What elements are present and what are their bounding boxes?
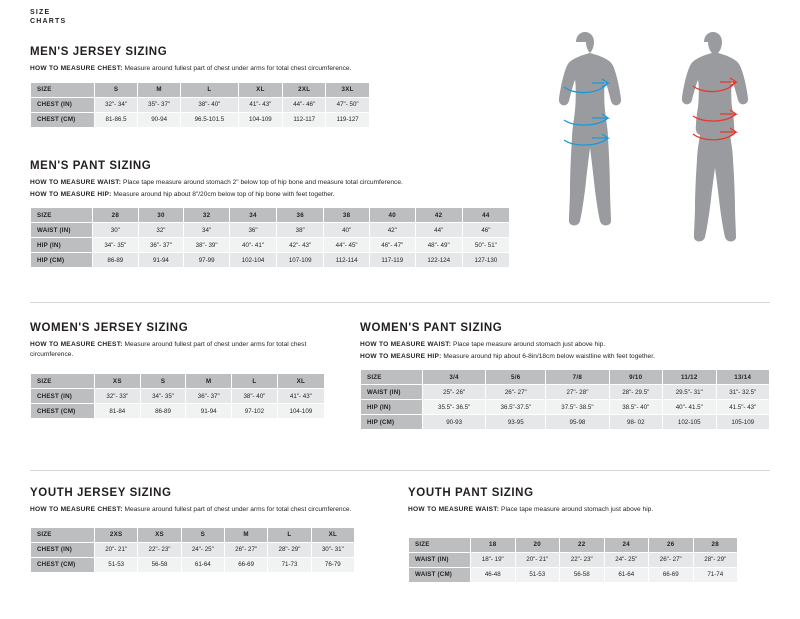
table-header-row — [31, 527, 355, 542]
col-header: 32 — [184, 208, 230, 223]
col-header: SIZE — [31, 208, 93, 223]
row-header: CHEST (CM) — [31, 404, 95, 419]
col-header: XL — [277, 374, 324, 389]
section-womens-pant — [360, 322, 780, 430]
cell: 35"- 37" — [138, 97, 181, 112]
section-title: YOUTH PANT SIZING — [408, 487, 534, 499]
cell: 34"- 35" — [140, 389, 186, 404]
row-header: WAIST (IN) — [361, 385, 423, 400]
howto-chest — [30, 340, 330, 359]
cell: 38"- 40" — [181, 97, 238, 112]
cell: 18"- 19" — [471, 552, 516, 567]
table-row — [31, 389, 325, 404]
table-row — [31, 542, 355, 557]
cell: 56-58 — [560, 567, 605, 582]
cell: 25"- 26" — [423, 385, 486, 400]
col-header: 42 — [415, 208, 462, 223]
page-title-line1: SIZE — [30, 9, 51, 16]
cell: 42"- 43" — [277, 238, 324, 253]
table-row — [31, 238, 510, 253]
cell: 122-124 — [415, 253, 462, 268]
cell: 38.5"- 40" — [609, 400, 662, 415]
female-body-diagram — [682, 32, 748, 241]
howto-label: HOW TO MEASURE WAIST: — [30, 179, 122, 186]
col-header: 38 — [324, 208, 370, 223]
cell: 119-127 — [326, 112, 370, 127]
cell: 112-114 — [324, 253, 370, 268]
cell: 29.5"- 31" — [663, 385, 716, 400]
cell: 107-109 — [277, 253, 324, 268]
cell: 104-109 — [238, 112, 283, 127]
cell: 51-53 — [515, 567, 560, 582]
howto-hip — [30, 190, 550, 200]
col-header: 7/8 — [546, 370, 609, 385]
col-header: 30 — [138, 208, 184, 223]
col-header: M — [138, 82, 181, 97]
table-row — [409, 567, 738, 582]
cell: 38"- 39" — [184, 238, 230, 253]
section-title: YOUTH JERSEY SIZING — [30, 487, 172, 499]
section-divider — [30, 470, 770, 471]
cell: 81-84 — [95, 404, 141, 419]
cell: 86-89 — [140, 404, 186, 419]
cell: 48"- 49" — [415, 238, 462, 253]
cell: 36"- 37" — [186, 389, 232, 404]
row-header: WAIST (IN) — [31, 223, 93, 238]
table-header-row — [361, 370, 770, 385]
col-header: SIZE — [31, 527, 95, 542]
section-title: WOMEN'S PANT SIZING — [360, 322, 503, 334]
row-header: HIP (IN) — [31, 238, 93, 253]
cell: 95-98 — [546, 415, 609, 430]
cell: 66-69 — [649, 567, 694, 582]
howto-waist — [360, 340, 780, 350]
table-mens-jersey — [30, 82, 370, 128]
cell: 86-89 — [93, 253, 139, 268]
cell: 32"- 34" — [95, 97, 138, 112]
col-header: 24 — [604, 537, 649, 552]
col-header: 28 — [93, 208, 139, 223]
cell: 38"- 40" — [232, 389, 278, 404]
cell: 46" — [462, 223, 509, 238]
col-header: M — [186, 374, 232, 389]
section-youth-pant — [408, 487, 778, 583]
col-header: SIZE — [361, 370, 423, 385]
table-row — [31, 112, 370, 127]
col-header: XL — [311, 527, 354, 542]
cell: 41"- 43" — [238, 97, 283, 112]
col-header: M — [224, 527, 267, 542]
cell: 90-94 — [138, 112, 181, 127]
col-header: XS — [95, 374, 141, 389]
howto-waist — [408, 505, 778, 515]
row-header: WAIST (IN) — [409, 552, 471, 567]
section-womens-jersey — [30, 322, 360, 419]
cell: 24"- 25" — [604, 552, 649, 567]
table-womens-jersey — [30, 373, 325, 419]
cell: 20"- 21" — [95, 542, 138, 557]
cell: 117-119 — [369, 253, 415, 268]
cell: 102-105 — [663, 415, 716, 430]
cell: 20"- 21" — [515, 552, 560, 567]
howto-text: Place tape measure around stomach just above hip. — [499, 506, 654, 513]
cell: 27"- 28" — [546, 385, 609, 400]
howto-waist — [30, 178, 550, 188]
cell: 102-104 — [229, 253, 276, 268]
col-header: L — [268, 527, 311, 542]
col-header: 20 — [515, 537, 560, 552]
cell: 26"- 27" — [649, 552, 694, 567]
cell: 46-48 — [471, 567, 516, 582]
col-header: SIZE — [409, 537, 471, 552]
table-youth-pant — [408, 537, 738, 583]
cell: 32"- 33" — [95, 389, 141, 404]
row-header: HIP (IN) — [361, 400, 423, 415]
cell: 76-79 — [311, 557, 354, 572]
howto-text: Measure around fullest part of chest under arms for total chest circumference. — [122, 506, 352, 513]
col-header: 44 — [462, 208, 509, 223]
male-body-diagram — [559, 32, 621, 225]
cell: 22"- 23" — [138, 542, 181, 557]
table-row — [361, 400, 770, 415]
cell: 35.5"- 36.5" — [423, 400, 486, 415]
cell: 30" — [93, 223, 139, 238]
col-header: 2XL — [283, 82, 326, 97]
row-header: CHEST (IN) — [31, 97, 95, 112]
table-header-row — [409, 537, 738, 552]
cell: 61-64 — [181, 557, 224, 572]
col-header: S — [140, 374, 186, 389]
cell: 44"- 46" — [283, 97, 326, 112]
howto-label: HOW TO MEASURE CHEST: — [30, 341, 123, 348]
col-header: S — [95, 82, 138, 97]
row-header: CHEST (IN) — [31, 389, 95, 404]
howto-hip — [360, 352, 780, 362]
col-header: 36 — [277, 208, 324, 223]
howto-label: HOW TO MEASURE HIP: — [30, 190, 112, 198]
col-header: SIZE — [31, 82, 95, 97]
measurement-diagrams — [532, 30, 782, 280]
cell: 90-93 — [423, 415, 486, 430]
col-header: 34 — [229, 208, 276, 223]
cell: 34"- 35" — [93, 238, 139, 253]
section-title: MEN'S PANT SIZING — [30, 160, 152, 172]
cell: 40"- 41" — [229, 238, 276, 253]
howto-label: HOW TO MEASURE WAIST: — [408, 506, 500, 513]
table-header-row — [31, 208, 510, 223]
cell: 47"- 50" — [326, 97, 370, 112]
howto-text: Measure around hip about 8"/20cm below top of hip bone with feet together. — [111, 190, 335, 198]
col-header: XL — [238, 82, 283, 97]
howto-label: HOW TO MEASURE CHEST: — [30, 506, 123, 513]
cell: 42" — [369, 223, 415, 238]
table-row — [31, 97, 370, 112]
cell: 112-117 — [283, 112, 326, 127]
howto-chest — [30, 64, 530, 74]
page-title-line2: CHARTS — [30, 18, 67, 25]
row-header: HIP (CM) — [31, 253, 93, 268]
cell: 61-64 — [604, 567, 649, 582]
cell: 28"- 29.5" — [609, 385, 662, 400]
section-title: MEN'S JERSEY SIZING — [30, 46, 168, 58]
howto-text: Measure around fullest part of chest under arms for total chest circumference. — [30, 341, 307, 358]
table-womens-pant — [360, 369, 770, 430]
col-header: 18 — [471, 537, 516, 552]
cell: 36.5"-37.5" — [486, 400, 546, 415]
table-row — [31, 223, 510, 238]
cell: 26"- 27" — [224, 542, 267, 557]
cell: 50"- 51" — [462, 238, 509, 253]
row-header: HIP (CM) — [361, 415, 423, 430]
table-row — [31, 253, 510, 268]
section-mens-jersey — [30, 46, 530, 128]
col-header: L — [232, 374, 278, 389]
cell: 44"- 45" — [324, 238, 370, 253]
table-row — [31, 404, 325, 419]
col-header: SIZE — [31, 374, 95, 389]
howto-label: HOW TO MEASURE HIP: — [360, 352, 442, 360]
cell: 40" — [324, 223, 370, 238]
cell: 97-102 — [232, 404, 278, 419]
cell: 26"- 27" — [486, 385, 546, 400]
table-header-row — [31, 374, 325, 389]
howto-text: Place tape measure around stomach just above hip. — [451, 341, 606, 348]
cell: 51-53 — [95, 557, 138, 572]
col-header: 22 — [560, 537, 605, 552]
cell: 96.5-101.5 — [181, 112, 238, 127]
col-header: 9/10 — [609, 370, 662, 385]
section-youth-jersey — [30, 487, 370, 573]
howto-text: Measure around fullest part of chest under arms for total chest circumference. — [122, 65, 352, 72]
cell: 41"- 43" — [277, 389, 324, 404]
row-header: WAIST (CM) — [409, 567, 471, 582]
cell: 105-109 — [716, 415, 770, 430]
cell: 46"- 47" — [369, 238, 415, 253]
cell: 71-74 — [693, 567, 738, 582]
cell: 56-58 — [138, 557, 181, 572]
cell: 36" — [229, 223, 276, 238]
col-header: 5/6 — [486, 370, 546, 385]
col-header: 3/4 — [423, 370, 486, 385]
howto-text: Place tape measure around stomach 2" below top of hip bone and measure total circumference. — [121, 179, 403, 186]
howto-chest — [30, 505, 360, 515]
cell: 32" — [138, 223, 184, 238]
section-title: WOMEN'S JERSEY SIZING — [30, 322, 189, 334]
cell: 127-130 — [462, 253, 509, 268]
cell: 97-99 — [184, 253, 230, 268]
row-header: CHEST (CM) — [31, 557, 95, 572]
cell: 36"- 37" — [138, 238, 184, 253]
cell: 91-94 — [186, 404, 232, 419]
cell: 22"- 23" — [560, 552, 605, 567]
table-row — [31, 557, 355, 572]
cell: 41.5"- 43" — [716, 400, 770, 415]
cell: 34" — [184, 223, 230, 238]
cell: 30"- 31" — [311, 542, 354, 557]
howto-label: HOW TO MEASURE WAIST: — [360, 341, 452, 348]
cell: 24"- 25" — [181, 542, 224, 557]
col-header: 3XL — [326, 82, 370, 97]
row-header: CHEST (CM) — [31, 112, 95, 127]
cell: 37.5"- 38.5" — [546, 400, 609, 415]
cell: 44" — [415, 223, 462, 238]
body-diagrams-svg — [532, 30, 782, 280]
cell: 31"- 32.5" — [716, 385, 770, 400]
howto-text: Measure around hip about 6-8in/18cm below waistline with feet together. — [441, 352, 655, 360]
table-row — [361, 385, 770, 400]
cell: 66-69 — [224, 557, 267, 572]
col-header: L — [181, 82, 238, 97]
col-header: S — [181, 527, 224, 542]
table-youth-jersey — [30, 527, 355, 573]
howto-label: HOW TO MEASURE CHEST: — [30, 65, 123, 72]
cell: 81-86.5 — [95, 112, 138, 127]
page-title — [30, 8, 66, 26]
table-mens-pant — [30, 207, 510, 268]
cell: 104-109 — [277, 404, 324, 419]
cell: 28"- 29" — [693, 552, 738, 567]
col-header: 13/14 — [716, 370, 770, 385]
section-mens-pant — [30, 160, 550, 268]
col-header: 26 — [649, 537, 694, 552]
cell: 98- 02 — [609, 415, 662, 430]
cell: 93-95 — [486, 415, 546, 430]
cell: 71-73 — [268, 557, 311, 572]
col-header: 11/12 — [663, 370, 716, 385]
col-header: XS — [138, 527, 181, 542]
section-divider — [30, 302, 770, 303]
cell: 38" — [277, 223, 324, 238]
row-header: CHEST (IN) — [31, 542, 95, 557]
cell: 40"- 41.5" — [663, 400, 716, 415]
col-header: 40 — [369, 208, 415, 223]
table-row — [409, 552, 738, 567]
col-header: 28 — [693, 537, 738, 552]
table-row — [361, 415, 770, 430]
cell: 28"- 29" — [268, 542, 311, 557]
table-header-row — [31, 82, 370, 97]
cell: 91-94 — [138, 253, 184, 268]
col-header: 2XS — [95, 527, 138, 542]
